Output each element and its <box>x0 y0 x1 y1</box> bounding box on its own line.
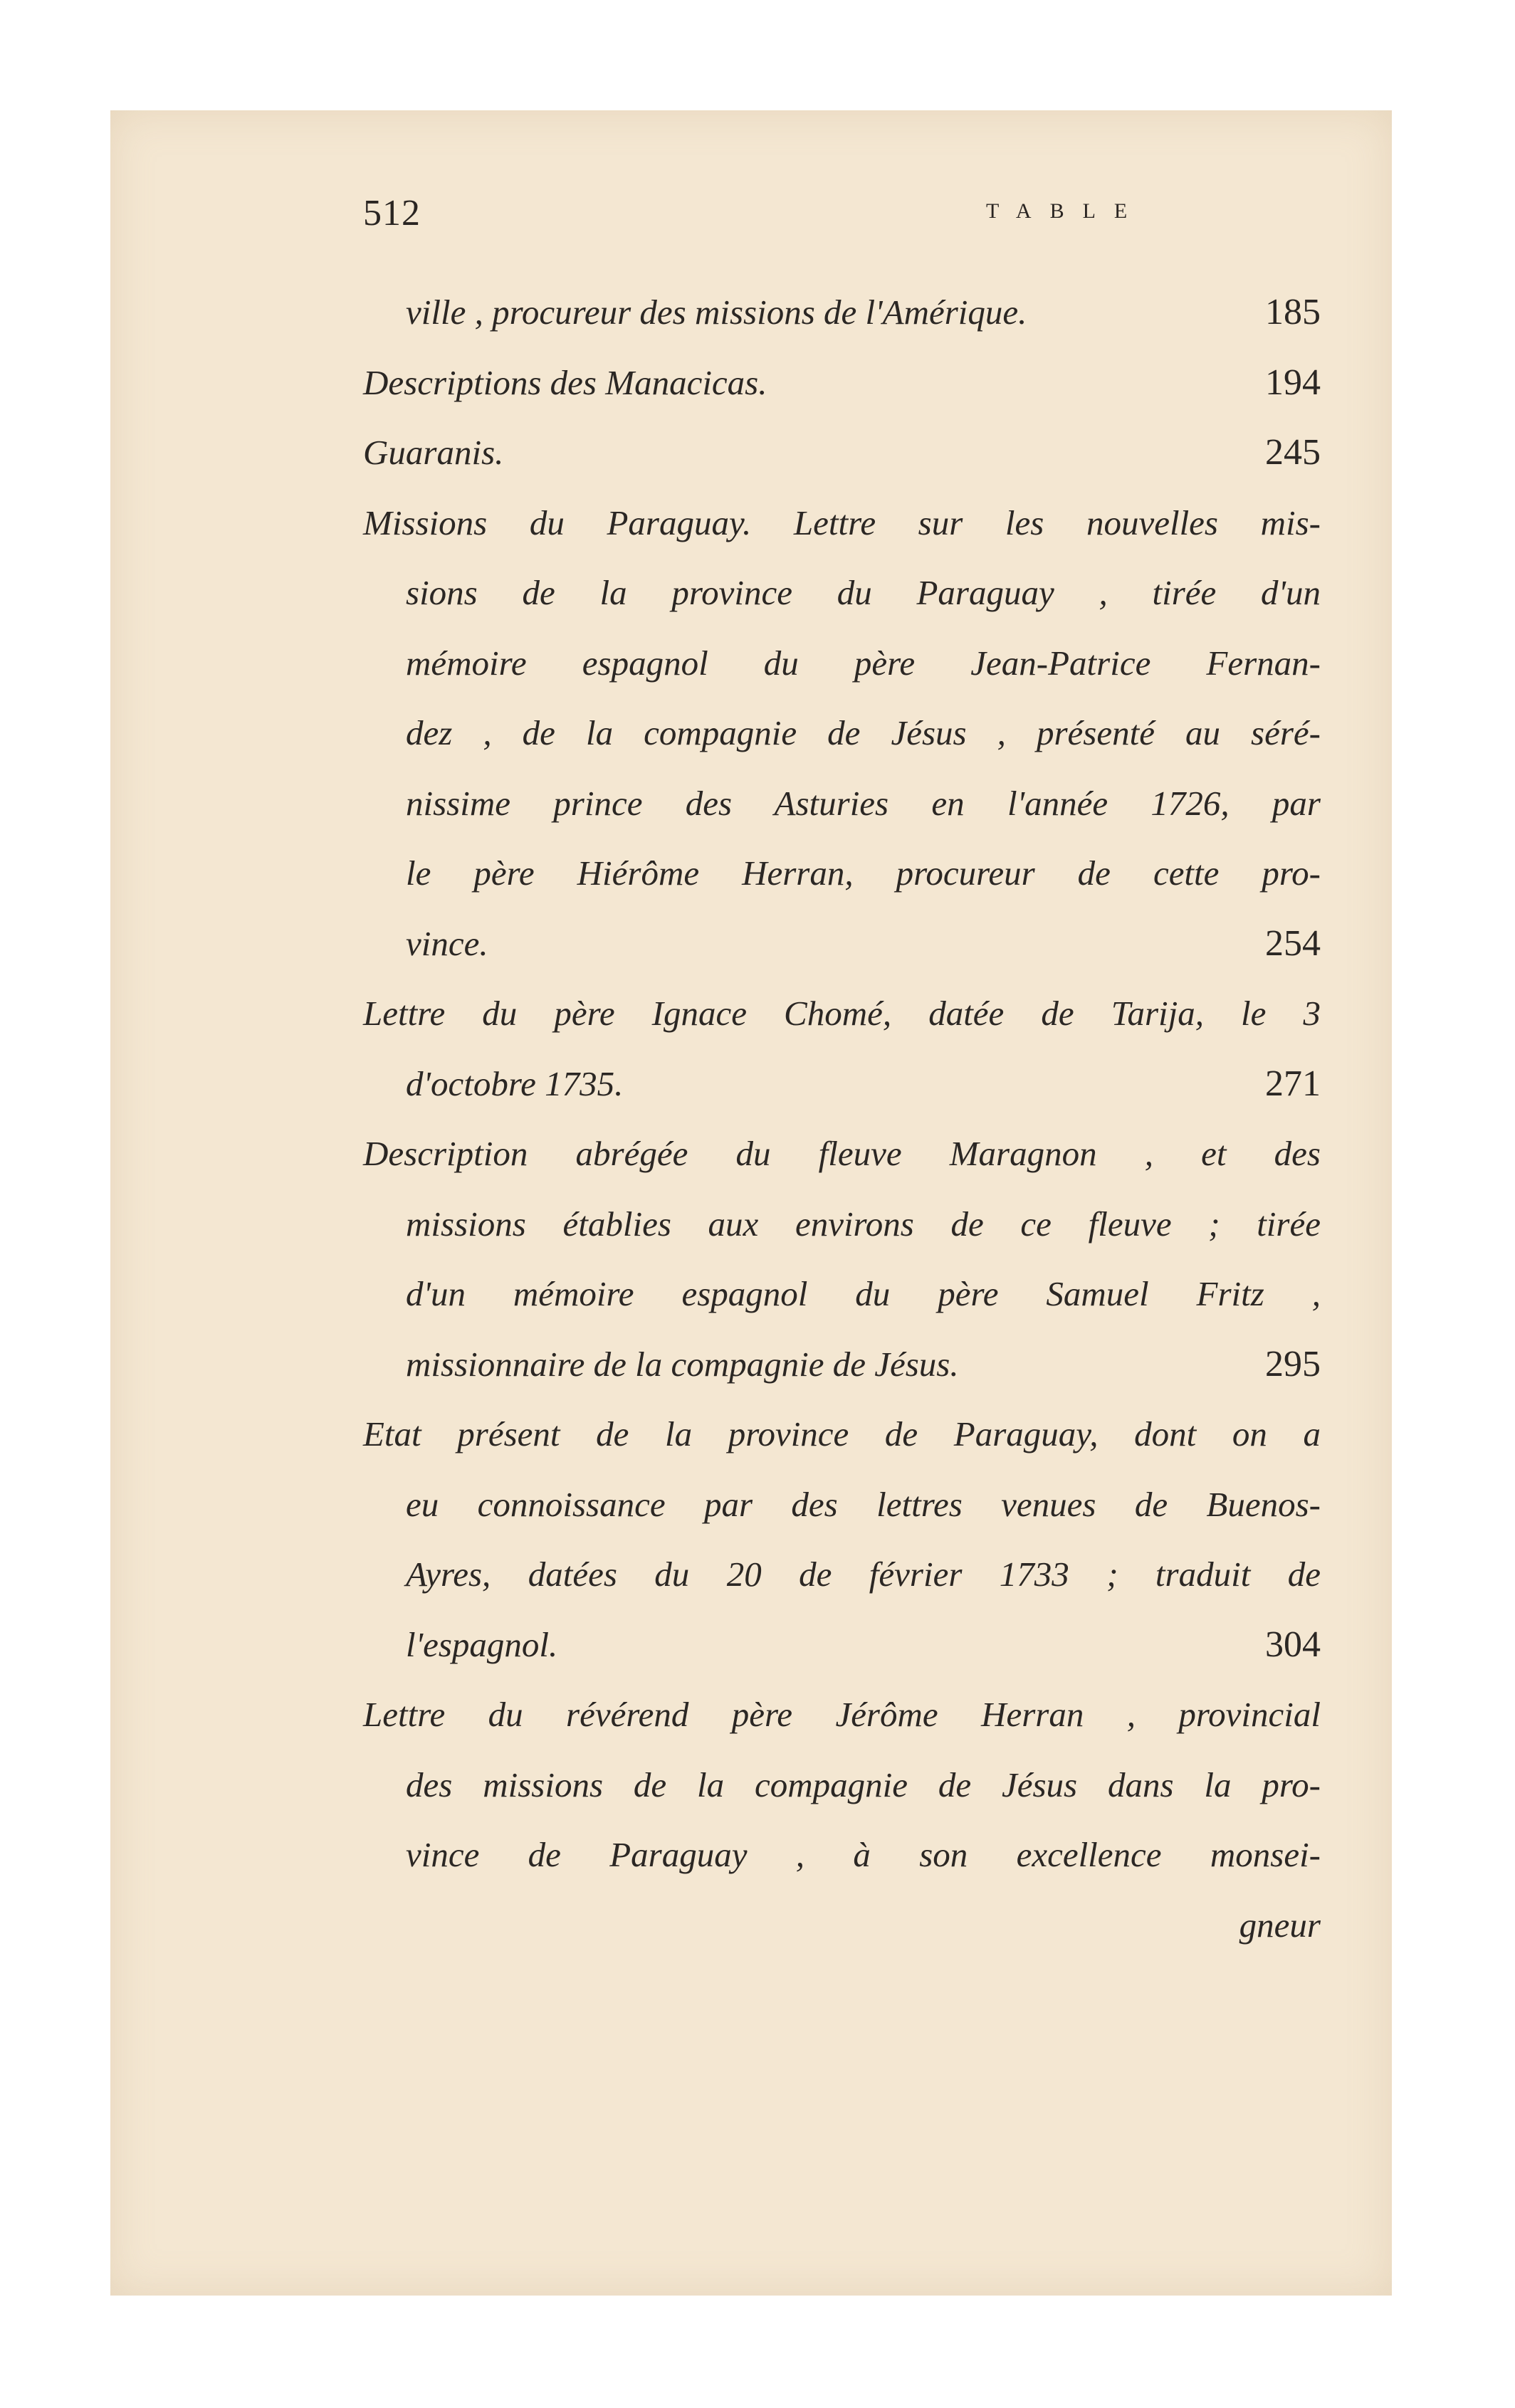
toc-line-text: Guaranis. <box>363 433 504 472</box>
toc-line-text: l'espagnol. <box>406 1624 558 1664</box>
page-number: 512 <box>363 193 421 233</box>
toc-line-text: des missions de la compagnie de Jésus dans la pro- <box>406 1765 1321 1804</box>
toc-line-text: Ayres, datées du 20 de février 1733 ; traduit de <box>406 1555 1321 1594</box>
toc-line <box>363 769 1321 839</box>
toc-entry <box>363 1680 1321 1960</box>
toc-line-text: Descriptions des Manacicas. <box>363 362 767 402</box>
toc-line-text: vince de Paraguay , à son excellence monsei- <box>406 1835 1321 1874</box>
toc-entry <box>363 418 1321 488</box>
toc-line-text: Lettre du révérend père Jérôme Herran , provincial <box>363 1695 1321 1734</box>
toc-line-text: mémoire espagnol du père Jean-Patrice Fernan- <box>406 643 1321 683</box>
toc-page-number: 194 <box>1265 362 1321 403</box>
table-of-contents <box>363 278 1321 1960</box>
toc-line-text: missionnaire de la compagnie de Jésus. <box>406 1344 959 1384</box>
toc-page-number: 254 <box>1265 922 1321 964</box>
toc-line-text: dez , de la compagnie de Jésus , présenté au séré- <box>406 713 1321 752</box>
toc-line <box>363 1540 1321 1610</box>
toc-line-text: d'un mémoire espagnol du père Samuel Fritz , <box>406 1274 1321 1313</box>
toc-line-text: Etat présent de la province de Paraguay, dont on a <box>363 1414 1321 1453</box>
toc-line-text: ville , procureur des missions de l'Amérique. <box>406 293 1027 332</box>
toc-line <box>363 1820 1321 1891</box>
toc-line <box>363 1610 1321 1681</box>
toc-line <box>363 1750 1321 1821</box>
toc-line <box>363 1399 1321 1470</box>
toc-line-text: eu connoissance par des lettres venues de Buenos- <box>406 1484 1321 1524</box>
toc-line <box>363 838 1321 909</box>
toc-line <box>363 1891 1321 1961</box>
toc-line-text: vince. <box>406 923 488 963</box>
toc-line <box>363 348 1321 419</box>
toc-line-text: missions établies aux environs de ce fleuve ; tirée <box>406 1204 1321 1244</box>
toc-line <box>363 1259 1321 1330</box>
toc-line <box>363 278 1321 348</box>
toc-line <box>363 558 1321 629</box>
toc-page-number: 185 <box>1265 292 1321 332</box>
toc-line <box>363 1189 1321 1260</box>
toc-entry <box>363 488 1321 979</box>
toc-line <box>363 979 1321 1049</box>
toc-line <box>363 909 1321 979</box>
toc-line-text: Missions du Paraguay. Lettre sur les nouvelles mis- <box>363 503 1321 542</box>
running-head: TABLE <box>986 199 1146 223</box>
toc-line <box>363 1049 1321 1120</box>
toc-page-number: 304 <box>1265 1624 1321 1665</box>
toc-line <box>363 698 1321 769</box>
toc-line <box>363 1330 1321 1400</box>
toc-entry <box>363 1119 1321 1399</box>
toc-line-text: Lettre du père Ignace Chomé, datée de Tarija, le 3 <box>363 994 1321 1033</box>
toc-line <box>363 1119 1321 1189</box>
toc-line <box>363 488 1321 559</box>
toc-line-text: sions de la province du Paraguay , tirée d'un <box>406 573 1321 612</box>
toc-page-number: 295 <box>1265 1343 1321 1384</box>
toc-entry <box>363 348 1321 419</box>
toc-line-text: Description abrégée du fleuve Maragnon , et des <box>363 1134 1321 1173</box>
page-header <box>253 192 1328 249</box>
toc-page-number: 271 <box>1265 1063 1321 1104</box>
toc-line <box>363 1470 1321 1540</box>
toc-line <box>363 1680 1321 1750</box>
toc-line-text: d'octobre 1735. <box>406 1063 624 1103</box>
toc-line-text: le père Hiérôme Herran, procureur de cette pro- <box>406 853 1321 893</box>
toc-line <box>363 418 1321 488</box>
toc-entry <box>363 278 1321 348</box>
toc-line-text: nissime prince des Asturies en l'année 1726, par <box>406 783 1321 823</box>
toc-line-text: gneur <box>1239 1905 1321 1945</box>
toc-line <box>363 629 1321 699</box>
toc-page-number: 245 <box>1265 432 1321 473</box>
toc-entry <box>363 979 1321 1119</box>
toc-entry <box>363 1399 1321 1680</box>
